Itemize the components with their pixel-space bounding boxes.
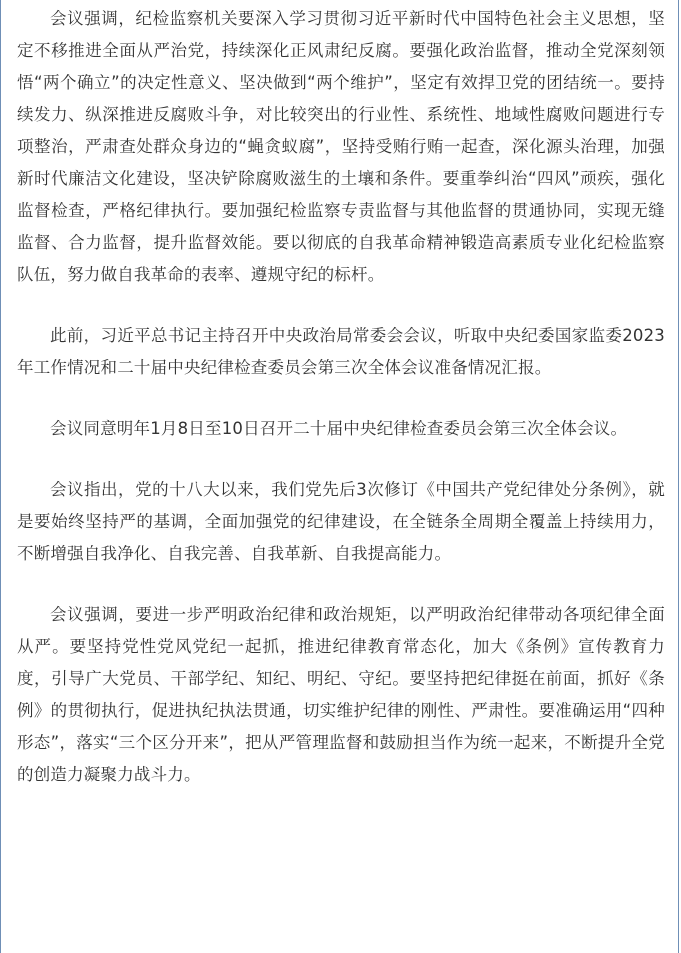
article-body bbox=[17, 3, 665, 791]
paragraph-2: 此前，习近平总书记主持召开中央政治局常委会会议，听取中央纪委国家监委2023年工作情况和二十届中央纪律检查委员会第三次全体会议准备情况汇报。 bbox=[17, 326, 665, 377]
paragraph-5: 会议强调，要进一步严明政治纪律和政治规矩，以严明政治纪律带动各项纪律全面从严。要坚持党性党风党纪一起抓，推进纪律教育常态化，加大《条例》宣传教育力度，引导广大党员、干部学纪、知纪、明纪、守纪。要坚持把纪律挺在前面，抓好《条例》的贯彻执行，促进执纪执法贯通，切实维护纪律的刚性、严肃性。要准确运用“四种形态”，落实“三个区分开来”，把从严管理监督和鼓励担当作为统一起来，不断提升全党的创造力凝聚力战斗力。 bbox=[17, 605, 665, 784]
paragraph-3: 会议同意明年1月8日至10日召开二十届中央纪律检查委员会第三次全体会议。 bbox=[50, 419, 628, 438]
paragraph-4: 会议指出，党的十八大以来，我们党先后3次修订《中国共产党纪律处分条例》，就是要始终坚持严的基调，全面加强党的纪律建设，在全链条全周期全覆盖上持续用力，不断增强自我净化、自我完善、自我革新、自我提高能力。 bbox=[17, 480, 665, 563]
paragraph-1: 会议强调，纪检监察机关要深入学习贯彻习近平新时代中国特色社会主义思想，坚定不移推进全面从严治党，持续深化正风肃纪反腐。要强化政治监督，推动全党深刻领悟“两个确立”的决定性意义、坚决做到“两个维护”，坚定有效捍卫党的团结统一。要持续发力、纵深推进反腐败斗争，对比较突出的行业性、系统性、地域性腐败问题进行专项整治，严肃查处群众身边的“蝇贪蚁腐”，坚持受贿行贿一起查，深化源头治理，加强新时代廉洁文化建设，坚决铲除腐败滋生的土壤和条件。要重拳纠治“四风”顽疾，强化监督检查，严格纪律执行。要加强纪检监察专责监督与其他监督的贯通协同，实现无缝监督、合力监督，提升监督效能。要以彻底的自我革命精神锻造高素质专业化纪检监察队伍，努力做自我革命的表率、遵规守纪的标杆。 bbox=[17, 9, 665, 284]
